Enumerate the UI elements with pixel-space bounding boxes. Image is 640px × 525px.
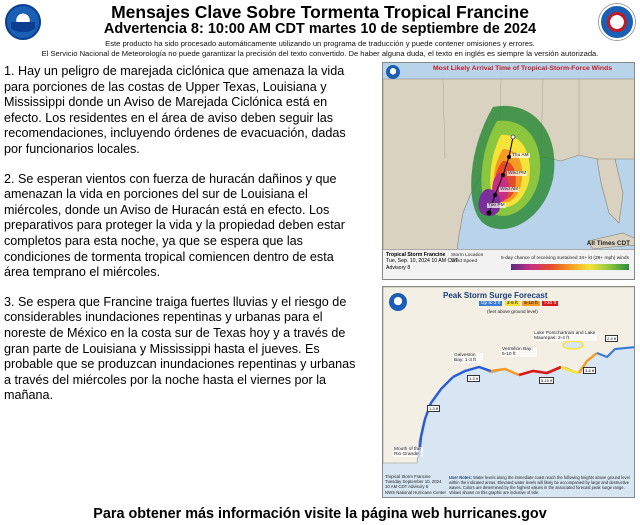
key-message-1: 1. Hay un peligro de marejada ciclónica que amenaza la vida para porciones de las costas de Upper Texas, Louisiana y Mississippi donde un Aviso de Marejada Ciclónica está en efecto. Los residentes en el área de aviso deben seguir las recomendaciones, incluyendo órdenes de evacuación, dadas por funcionarios locales.	[4, 64, 346, 156]
surge-user-notes	[449, 475, 632, 495]
place-label-rio-grande: Mouth of the Rio Grande	[393, 447, 423, 457]
track-label-2: Wed PM	[508, 171, 527, 176]
legend-key-storm-location: Storm Location	[451, 253, 484, 258]
key-message-2: 2. Se esperan vientos con fuerza de huracán dañinos y que amenazan la vida en porciones del sur de Louisiana el miércoles, donde un Aviso de Huracán está en efecto. Los preparativos para proteger la vida y la propiedad deben estar completos para esta noche, ya que se espera que las condiciones de tormenta tropical comiencen dentro de esta área temprano el miércoles.	[4, 171, 345, 280]
surge-legend-item-1: Up to 3 ft	[481, 301, 501, 306]
wind-arrival-map	[382, 62, 635, 280]
surge-info-line-2: Tuesday September 10, 2024	[385, 479, 442, 485]
wind-map-legend	[383, 249, 634, 279]
times-cdt-label: All Times CDT	[586, 240, 630, 247]
storm-datetime: Tue, Sep. 10, 2024 10 AM CDT	[386, 258, 459, 265]
disclaimer-line-2: El Servicio Nacional de Meteorología no puede garantizar la precisión del texto convertido. De haber alguna duda, el texto en inglés es siempre la versión autorizada.	[41, 48, 599, 58]
track-label-3: Wed AM	[500, 187, 519, 192]
page-title: Mensajes Clave Sobre Tormenta Tropical Francine	[111, 2, 529, 22]
surge-tag-5: 1-3 ft	[429, 406, 439, 411]
surge-info-line-4: NWS National Hurricane Center	[385, 489, 446, 495]
place-label-galveston-bay: Galveston Bay: 1-3 ft	[453, 353, 483, 363]
surge-subcaption: (feet above ground level)	[487, 309, 538, 314]
key-message-3: 3. Se espera que Francine traiga fuertes lluvias y el riesgo de considerables inundaciones repentinas y urbanas para el noreste de México en la costa sur de Texas hoy y a través de gran parte de Louisiana y Mississippi hasta el jueves. Es probable que se produzcan inundaciones repentinas y urbanas a través del miércoles por la noche hasta el viernes por la mañana.	[4, 294, 356, 403]
noaa-mini-logo	[386, 65, 400, 79]
noaa-mini-logo-2	[389, 293, 407, 311]
translation-disclaimer	[30, 39, 610, 58]
surge-legend-item-4: >10 ft	[544, 301, 557, 306]
surge-legend-item-3: 5-10 ft	[524, 301, 538, 306]
legend-caption: 5-day chance of receiving sustained 34+ kt (39+ mph) winds	[501, 256, 629, 261]
surge-tag-4: 2-4 ft	[607, 336, 617, 341]
key-messages	[4, 64, 360, 418]
disclaimer-line-1: Este producto ha sido procesado automáticamente utilizando un programa de traducción y puede contener omisiones y errores.	[105, 39, 535, 48]
surge-map-title: Peak Storm Surge Forecast	[443, 291, 548, 300]
user-notes-label: User Notes:	[449, 474, 472, 480]
storm-surge-map	[382, 286, 635, 498]
probability-color-scale	[511, 264, 629, 270]
storm-name: Tropical Storm Francine	[386, 252, 446, 258]
surge-map-graphic	[383, 287, 635, 498]
wind-map-title: Most Likely Arrival Time of Tropical-Storm-Force Winds	[433, 65, 612, 72]
surge-legend	[479, 301, 559, 306]
place-label-lake-pontchartrain: Lake Pontchartrain and Lake Maurepas: 2-4 ft	[534, 331, 596, 341]
track-label-4: Tue PM	[488, 203, 505, 208]
surge-legend-item-2: 3-5 ft	[506, 301, 518, 306]
surge-tag-2: 5-10 ft	[541, 378, 553, 383]
advisory-subtitle: Advertencia 8: 10:00 AM CDT martes 10 de septiembre de 2024	[103, 21, 537, 37]
surge-info-line-3: 10 AM CDT Advisory 8	[385, 484, 429, 490]
storm-advisory: Advisory 8	[386, 264, 411, 271]
surge-tag-3: 1-3 ft	[469, 376, 479, 381]
nws-logo	[599, 4, 635, 40]
footer-more-info: Para obtener más información visite la página web hurricanes.gov	[93, 506, 547, 522]
track-label-1: Thu AM	[512, 153, 529, 158]
legend-key-wind-speed: Wind Speed	[451, 259, 478, 264]
surge-info-line-1: Tropical Storm Francine	[385, 473, 431, 479]
noaa-logo	[5, 4, 41, 40]
user-notes-text: Water levels along the immediate coast reach the following heights above ground level within the indicated areas. Elevated water levels will likely be accompanied by large and destructive waves. Colors are determined by the highest values in the associated forecast peak surge range. Values shown on this graphic are inclusive of tide.	[449, 474, 630, 495]
surge-info-box	[385, 474, 447, 495]
place-label-vermilion-bay: Vermilion Bay: 5-10 ft	[501, 347, 537, 357]
surge-tag-1: 3-5 ft	[585, 368, 595, 373]
legend-key	[451, 253, 483, 265]
